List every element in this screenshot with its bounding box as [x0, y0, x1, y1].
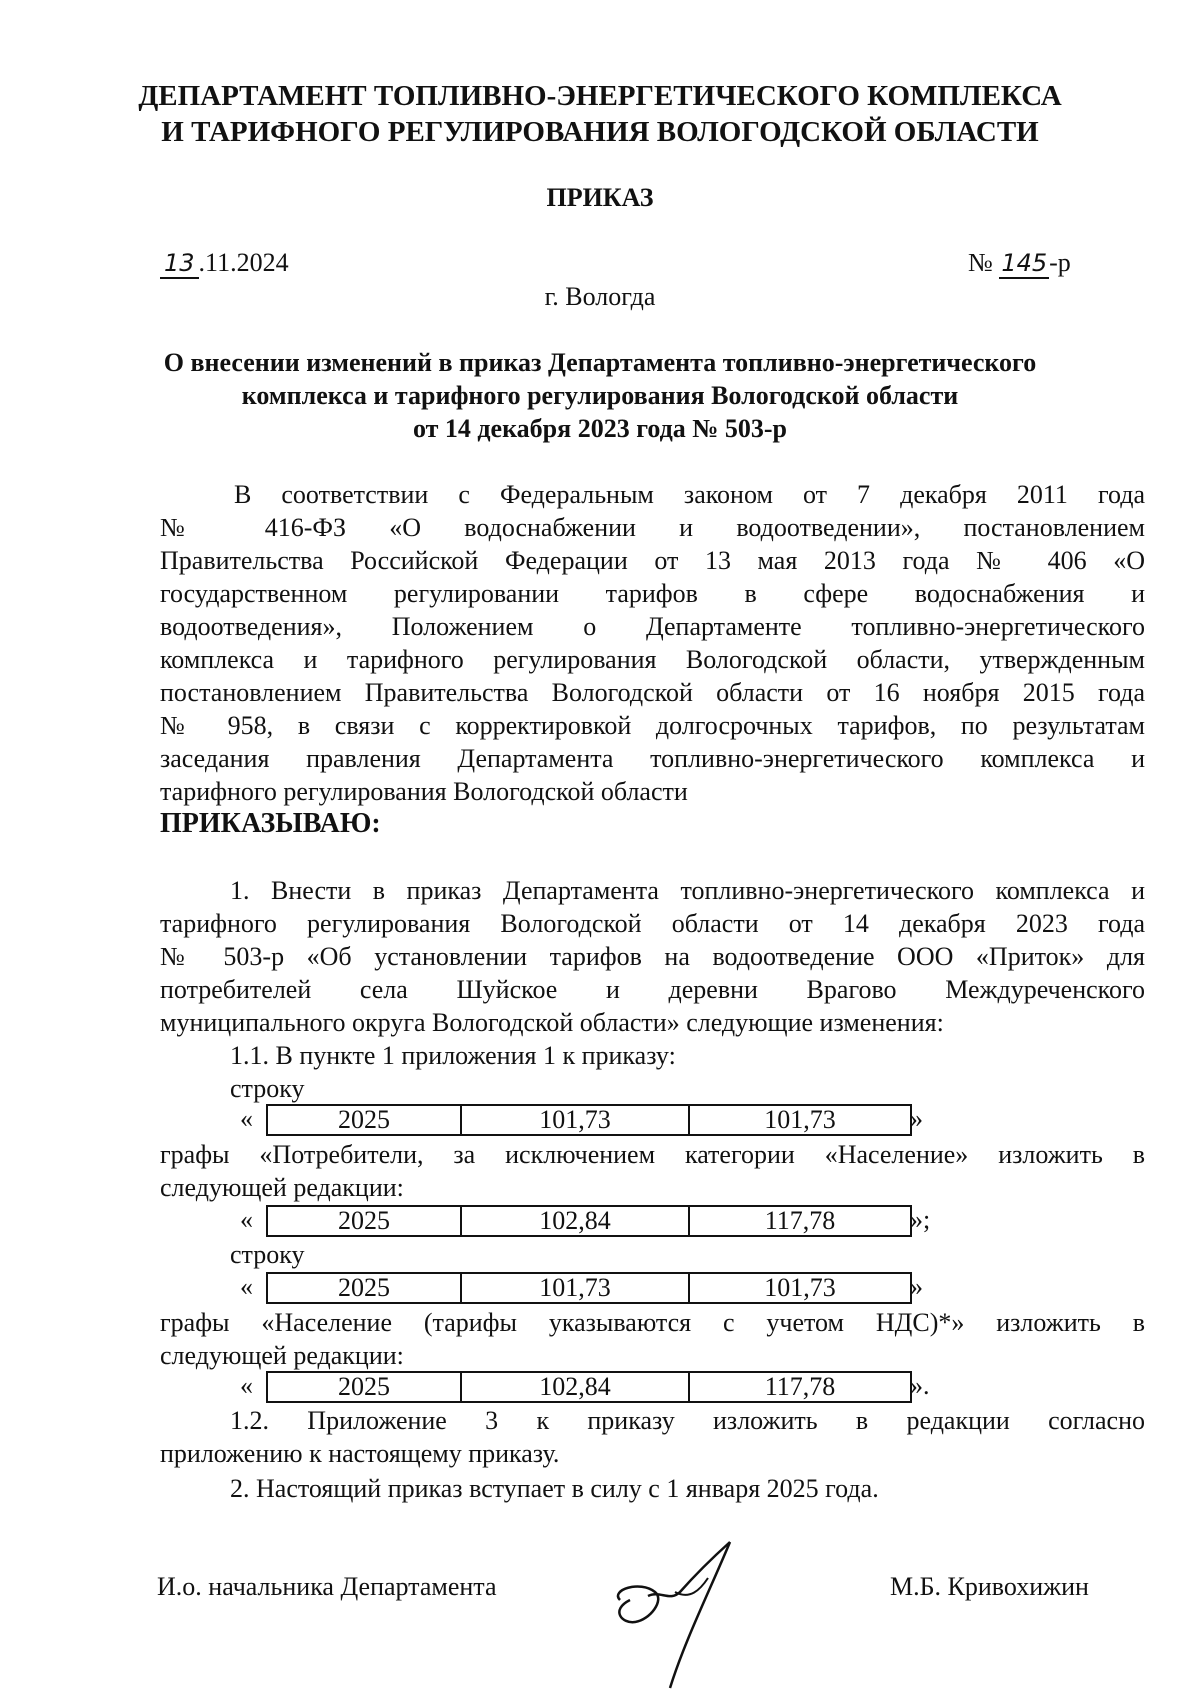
- department-header-line1: ДЕПАРТАМЕНТ ТОПЛИВНО-ЭНЕРГЕТИЧЕСКОГО КОМПЛЕКСА: [138, 80, 1062, 112]
- preamble-line: № 958, в связи с корректировкой долгосрочных тарифов, по результатам: [160, 711, 1145, 740]
- preamble-line: тарифного регулирования Вологодской области: [160, 777, 688, 806]
- department-header: [0, 78, 1200, 150]
- preamble-line: водоотведения», Положением о Департаменте топливно-энергетического: [160, 612, 1145, 641]
- item1-paragraph: [160, 874, 1145, 1039]
- item1-line: № 503-р «Об установлении тарифов на водоотведение ООО «Приток» для: [160, 942, 1145, 971]
- row-year-cell: 2025: [266, 1272, 462, 1304]
- preamble-line: постановлением Правительства Вологодской области от 16 ноября 2015 года: [160, 678, 1145, 707]
- row-value2-cell: 101,73: [688, 1272, 912, 1304]
- signatory-position: И.о. начальника Департамента: [157, 1572, 497, 1601]
- order-number-value: 145: [1001, 249, 1048, 277]
- order-number-suffix: -р: [1049, 248, 1071, 277]
- order-date-day: 13: [160, 249, 199, 279]
- stroku-label-1: строку: [230, 1074, 305, 1103]
- row-value2-cell: 117,78: [688, 1205, 912, 1237]
- row-value1-cell: 101,73: [460, 1104, 690, 1136]
- item1-line: тарифного регулирования Вологодской области от 14 декабря 2023 года: [160, 909, 1145, 938]
- row-year-cell: 2025: [266, 1104, 462, 1136]
- row-value2-cell: 101,73: [688, 1104, 912, 1136]
- department-header-line2: И ТАРИФНОГО РЕГУЛИРОВАНИЯ ВОЛОГОДСКОЙ ОБЛАСТИ: [161, 116, 1039, 148]
- order-number-prefix: №: [968, 248, 993, 277]
- row-close-quote: »: [910, 1272, 923, 1301]
- preamble-line: комплекса и тарифного регулирования Вологодской области, утвержденным: [160, 645, 1145, 674]
- item1-2-line: 1.2. Приложение 3 к приказу изложить в редакции согласно: [230, 1406, 1145, 1435]
- item1-line: 1. Внести в приказ Департамента топливно-энергетического комплекса и: [230, 876, 1145, 905]
- preamble-line: В соответствии с Федеральным законом от 7 декабря 2011 года: [234, 480, 1145, 509]
- row-open-quote: «: [240, 1104, 253, 1133]
- decree-word: ПРИКАЗЫВАЮ:: [160, 808, 381, 839]
- preamble-line: № 416-ФЗ «О водоснабжении и водоотведении», постановлением: [160, 513, 1145, 542]
- order-heading: ПРИКАЗ: [546, 183, 654, 212]
- row-year-cell: 2025: [266, 1371, 462, 1403]
- stroku-label-2: строку: [230, 1240, 305, 1269]
- order-date-rest: .11.2024: [198, 248, 289, 277]
- row-value1-cell: 101,73: [460, 1272, 690, 1304]
- grafy1-paragraph: [160, 1138, 1145, 1204]
- handwritten-signature: [600, 1530, 770, 1690]
- item1-2-line: приложению к настоящему приказу.: [160, 1439, 560, 1468]
- item1-2-paragraph: [160, 1404, 1145, 1470]
- item1-1-text: 1.1. В пункте 1 приложения 1 к приказу:: [230, 1041, 676, 1070]
- preamble-paragraph: [160, 478, 1145, 808]
- row-value1-cell: 102,84: [460, 1371, 690, 1403]
- row-close-quote: ».: [910, 1371, 930, 1400]
- grafy1-line: графы «Потребители, за исключением категории «Население» изложить в: [160, 1140, 1145, 1169]
- grafy2-line: графы «Население (тарифы указываются с учетом НДС)*» изложить в: [160, 1308, 1145, 1337]
- order-title-line3: от 14 декабря 2023 года № 503-р: [412, 414, 788, 443]
- preamble-line: Правительства Российской Федерации от 13 мая 2013 года № 406 «О: [160, 546, 1145, 575]
- row-close-quote: »: [910, 1104, 923, 1133]
- order-title: [0, 346, 1200, 445]
- row-open-quote: «: [240, 1205, 253, 1234]
- row-close-quote: »;: [910, 1205, 931, 1234]
- preamble-line: государственном регулировании тарифов в сфере водоснабжения и: [160, 579, 1145, 608]
- row-open-quote: «: [240, 1272, 253, 1301]
- item1-line: муниципального округа Вологодской области» следующие изменения:: [160, 1008, 944, 1037]
- item2-text: 2. Настоящий приказ вступает в силу с 1 января 2025 года.: [230, 1474, 879, 1503]
- next-edition-line-2: следующей редакции:: [160, 1341, 404, 1370]
- row-open-quote: «: [240, 1371, 253, 1400]
- next-edition-line-1: следующей редакции:: [160, 1173, 404, 1202]
- grafy2-paragraph: [160, 1306, 1145, 1372]
- signatory-name: М.Б. Кривохижин: [890, 1572, 1089, 1601]
- preamble-line: заседания правления Департамента топливно-энергетического комплекса и: [160, 744, 1145, 773]
- order-number: [968, 248, 1071, 278]
- order-date: [160, 248, 289, 278]
- row-value1-cell: 102,84: [460, 1205, 690, 1237]
- order-title-line1: О внесении изменений в приказ Департамента топливно-энергетического: [163, 348, 1037, 377]
- order-city: г. Вологда: [544, 282, 656, 311]
- row-year-cell: 2025: [266, 1205, 462, 1237]
- order-title-line2: комплекса и тарифного регулирования Вологодской области: [241, 381, 959, 410]
- item1-line: потребителей села Шуйское и деревни Врагово Междуреченского: [160, 975, 1145, 1004]
- row-value2-cell: 117,78: [688, 1371, 912, 1403]
